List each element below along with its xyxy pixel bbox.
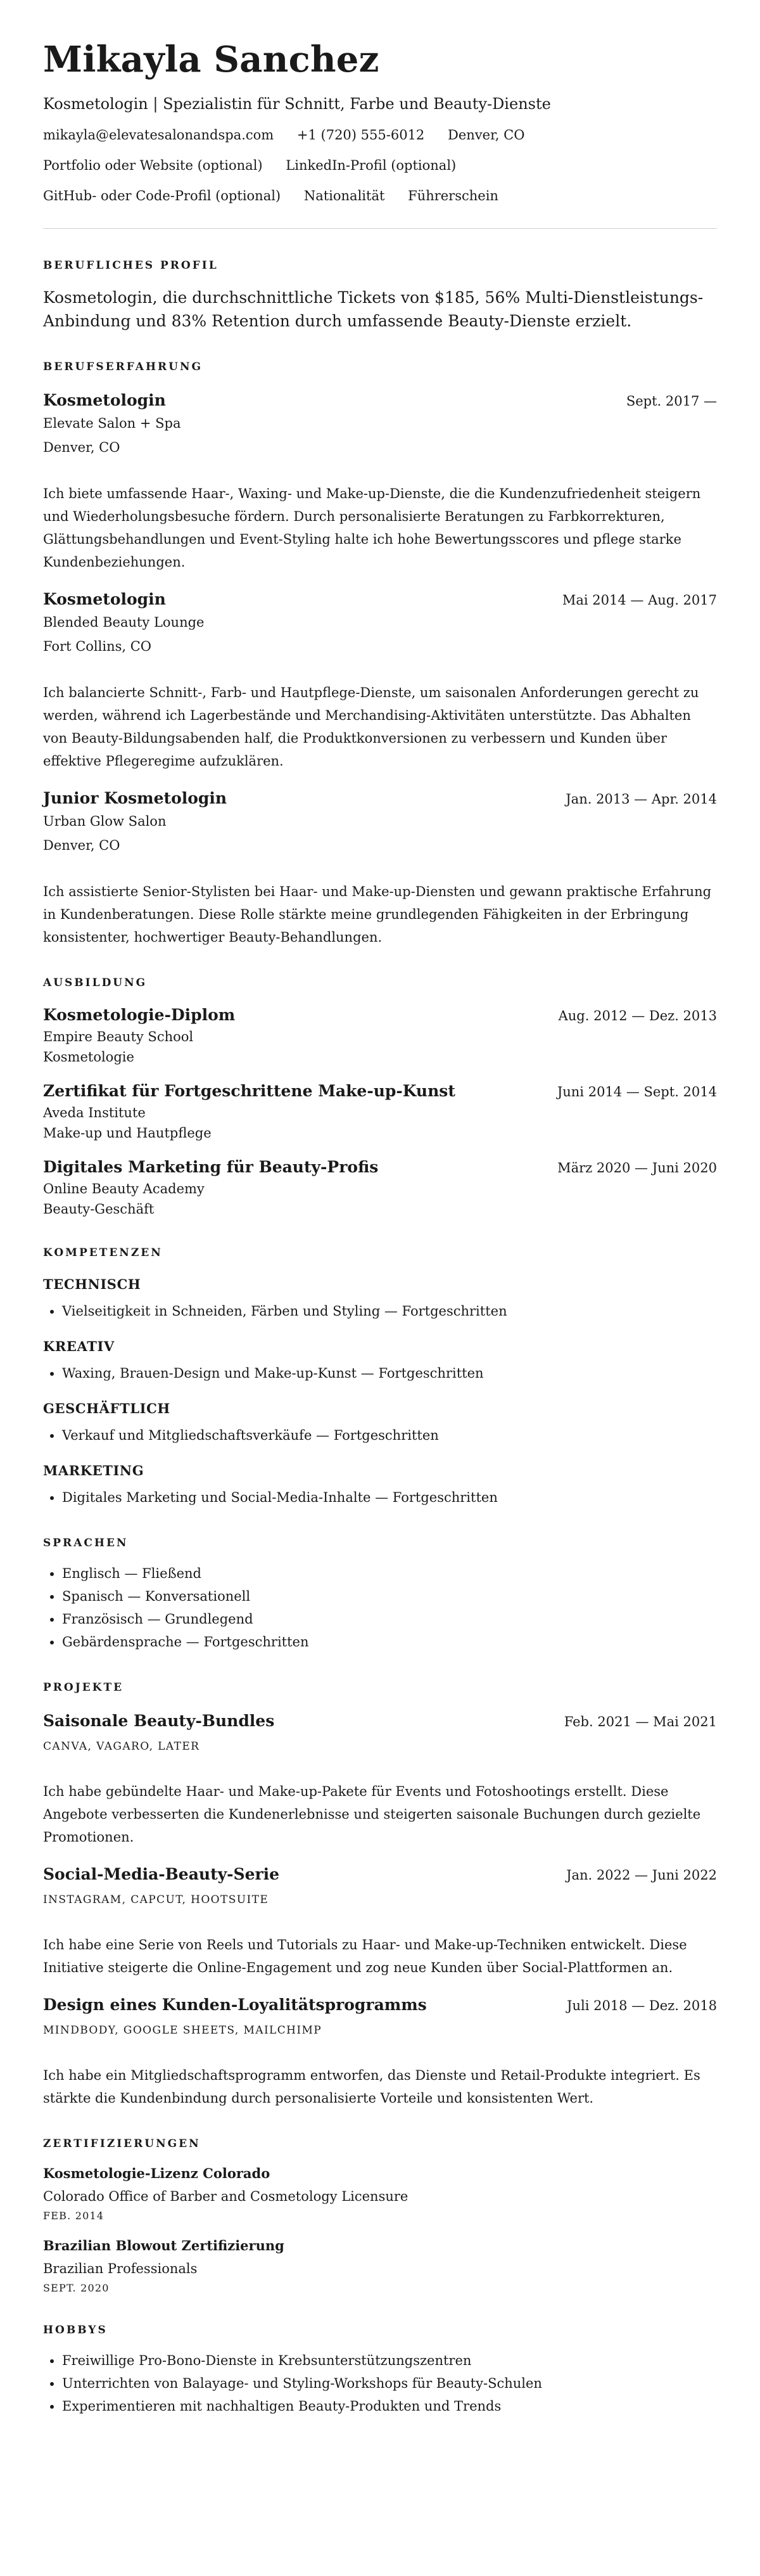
project-tools: MINDBODY, GOOGLE SHEETS, MAILCHIMP — [43, 2024, 322, 2037]
degree-title: Kosmetologie-Diplom — [43, 1006, 236, 1024]
linkedin-link[interactable]: LinkedIn-Profil (optional) — [286, 158, 457, 173]
projects-section — [43, 1680, 717, 2110]
project-entry — [43, 1994, 717, 2110]
section-heading: ZERTIFIZIERUNGEN — [43, 2137, 201, 2150]
education-section — [43, 975, 717, 1219]
study-field: Beauty-Geschäft — [43, 1201, 155, 1217]
job-location: Denver, CO — [43, 838, 120, 853]
profile-section — [43, 258, 717, 333]
extra-info-row — [43, 186, 717, 205]
language-item: • Französisch — Grundlegend — [62, 1608, 717, 1631]
certification-date: FEB. 2014 — [43, 2210, 104, 2222]
skill-list — [43, 1300, 717, 1323]
school-name: Empire Beauty School — [43, 1029, 194, 1044]
hobby-item: • Unterrichten von Balayage- und Styling-Workshops für Beauty-Schulen — [62, 2372, 717, 2395]
contact-email[interactable]: mikayla@elevatesalonandspa.com — [43, 127, 274, 143]
certification-date: SEPT. 2020 — [43, 2282, 110, 2294]
education-date: Juni 2014 — Sept. 2014 — [557, 1084, 717, 1099]
skill-category: KREATIV — [43, 1338, 115, 1354]
experience-entry — [43, 788, 717, 949]
project-tools: INSTAGRAM, CAPCUT, HOOTSUITE — [43, 1894, 269, 1906]
study-field: Kosmetologie — [43, 1049, 134, 1065]
section-heading: PROJEKTE — [43, 1681, 124, 1694]
project-title: Social-Media-Beauty-Serie — [43, 1865, 280, 1883]
hobby-item: • Experimentieren mit nachhaltigen Beauty-Produkten und Trends — [62, 2395, 717, 2418]
section-heading: HOBBYS — [43, 2324, 108, 2336]
skill-item: • Verkauf und Mitgliedschaftsverkäufe — Fortgeschritten — [62, 1424, 717, 1447]
section-heading: KOMPETENZEN — [43, 1246, 163, 1259]
certification-entry — [43, 2236, 717, 2296]
skill-item: • Vielseitigkeit in Schneiden, Färben und Styling — Fortgeschritten — [62, 1300, 717, 1323]
certification-title: Kosmetologie-Lizenz Colorado — [43, 2165, 270, 2181]
certification-title: Brazilian Blowout Zertifizierung — [43, 2238, 284, 2253]
languages-section — [43, 1535, 717, 1653]
project-entry — [43, 1864, 717, 1979]
portfolio-link[interactable]: Portfolio oder Website (optional) — [43, 158, 263, 173]
section-heading: SPRACHEN — [43, 1537, 129, 1549]
contact-row — [43, 125, 717, 144]
contact-phone[interactable]: +1 (720) 555-6012 — [296, 127, 425, 143]
job-description: Ich biete umfassende Haar-, Waxing- und Make-up-Dienste, die die Kundenzufriedenheit steigern und Wiederholungsbesuche fördern. Durch personalisierte Beratungen zu Farbkorrekturen, Glättungsbehandlungen und Event-Styling halte ich hohe Bewertungsscores und pflege starke Kundenbeziehungen. — [43, 486, 701, 570]
experience-entry — [43, 390, 717, 574]
job-location: Fort Collins, CO — [43, 639, 152, 654]
project-description: Ich habe eine Serie von Reels und Tutorials zu Haar- und Make-up-Techniken entwickelt. Diese Initiative steigerte die Online-Engagement und zog neue Kunden über Social-Plattformen an. — [43, 1937, 687, 1975]
study-field: Make-up und Hautpflege — [43, 1125, 212, 1141]
hobby-list — [43, 2349, 717, 2418]
education-entry — [43, 1004, 717, 1067]
experience-entry — [43, 589, 717, 772]
profile-summary: Kosmetologin, die durchschnittliche Tickets von $185, 56% Multi-Dienstleistungs-Anbindung und 83% Retention durch umfassende Beauty-Dienste erzielt. — [43, 288, 704, 330]
section-heading: BERUFSERFAHRUNG — [43, 361, 203, 373]
education-entry — [43, 1157, 717, 1219]
job-company: Elevate Salon + Spa — [43, 416, 181, 431]
skill-list — [43, 1486, 717, 1509]
education-date: März 2020 — Juni 2020 — [557, 1160, 717, 1176]
project-date: Jan. 2022 — Juni 2022 — [566, 1868, 717, 1883]
school-name: Aveda Institute — [43, 1105, 146, 1120]
skills-section — [43, 1245, 717, 1509]
job-description: Ich assistierte Senior-Stylisten bei Haar- und Make-up-Diensten und gewann praktische Erfahrung in Kundenberatungen. Diese Rolle stärkte meine grundlegenden Fähigkeiten in der Erbringung konsistenter, hochwertiger Beauty-Behandlungen. — [43, 884, 712, 945]
project-description: Ich habe gebündelte Haar- und Make-up-Pakete für Events und Fotoshootings erstellt. Diese Angebote verbesserten die Kundenerlebnisse und steigerten saisonale Buchungen durch gezielte Promotionen. — [43, 1784, 701, 1845]
project-title: Saisonale Beauty-Bundles — [43, 1712, 275, 1730]
project-date: Juli 2018 — Dez. 2018 — [567, 1998, 717, 2013]
github-link[interactable]: GitHub- oder Code-Profil (optional) — [43, 188, 281, 203]
hobbies-section — [43, 2323, 717, 2418]
resume-header — [43, 37, 717, 205]
job-company: Blended Beauty Lounge — [43, 615, 205, 630]
skill-category: TECHNISCH — [43, 1276, 141, 1292]
project-description: Ich habe ein Mitgliedschaftsprogramm entworfen, das Dienste und Retail-Produkte integriert. Es stärkte die Kundenbindung durch personalisierte Vorteile und konsistenten Wert. — [43, 2068, 700, 2106]
education-entry — [43, 1080, 717, 1143]
language-item: • Spanisch — Konversationell — [62, 1585, 717, 1608]
job-location: Denver, CO — [43, 440, 120, 455]
section-heading: BERUFLICHES PROFIL — [43, 259, 218, 272]
degree-title: Digitales Marketing für Beauty-Profis — [43, 1158, 379, 1176]
experience-section — [43, 359, 717, 949]
header-divider — [43, 228, 717, 229]
project-entry — [43, 1710, 717, 1849]
job-title: Kosmetologin — [43, 391, 166, 409]
job-title: Junior Kosmetologin — [43, 789, 227, 807]
skill-category: GESCHÄFTLICH — [43, 1400, 170, 1416]
language-item: • Gebärdensprache — Fortgeschritten — [62, 1631, 717, 1653]
job-date: Mai 2014 — Aug. 2017 — [562, 593, 717, 608]
certification-entry — [43, 2164, 717, 2224]
certifications-section — [43, 2136, 717, 2296]
project-date: Feb. 2021 — Mai 2021 — [564, 1714, 717, 1729]
certification-issuer: Colorado Office of Barber and Cosmetology Licensure — [43, 2189, 408, 2204]
candidate-name: Mikayla Sanchez — [43, 39, 379, 80]
school-name: Online Beauty Academy — [43, 1181, 205, 1196]
degree-title: Zertifikat für Fortgeschrittene Make-up-Kunst — [43, 1082, 455, 1100]
project-tools: CANVA, VAGARO, LATER — [43, 1740, 200, 1753]
contact-location: Denver, CO — [447, 127, 525, 143]
education-date: Aug. 2012 — Dez. 2013 — [558, 1008, 717, 1023]
skill-list — [43, 1424, 717, 1447]
job-date: Jan. 2013 — Apr. 2014 — [566, 791, 717, 807]
skill-list — [43, 1362, 717, 1385]
candidate-subtitle: Kosmetologin | Spezialistin für Schnitt, Farbe und Beauty-Dienste — [43, 95, 551, 113]
language-item: • Englisch — Fließend — [62, 1562, 717, 1585]
job-date: Sept. 2017 — — [626, 394, 717, 409]
project-title: Design eines Kunden-Loyalitätsprogramms — [43, 1996, 427, 2014]
nationality: Nationalität — [303, 188, 385, 203]
language-list — [43, 1562, 717, 1653]
skill-item: • Digitales Marketing und Social-Media-Inhalte — Fortgeschritten — [62, 1486, 717, 1509]
job-title: Kosmetologin — [43, 590, 166, 608]
skill-item: • Waxing, Brauen-Design und Make-up-Kunst — Fortgeschritten — [62, 1362, 717, 1385]
skill-category: MARKETING — [43, 1463, 144, 1478]
job-company: Urban Glow Salon — [43, 814, 167, 829]
links-row — [43, 156, 717, 175]
job-description: Ich balancierte Schnitt-, Farb- und Hautpflege-Dienste, um saisonalen Anforderungen gerecht zu werden, während ich Lagerbestände und Merchandising-Aktivitäten unterstützte. Das Abhalten von Beauty-Bildungsabenden half, die Produktkonversionen zu verbessern und Kunden über effektive Pflegeregime aufzuklären. — [43, 685, 699, 769]
drivers-license: Führerschein — [408, 188, 498, 203]
section-heading: AUSBILDUNG — [43, 977, 148, 989]
hobby-item: • Freiwillige Pro-Bono-Dienste in Krebsunterstützungszentren — [62, 2349, 717, 2372]
certification-issuer: Brazilian Professionals — [43, 2261, 198, 2276]
